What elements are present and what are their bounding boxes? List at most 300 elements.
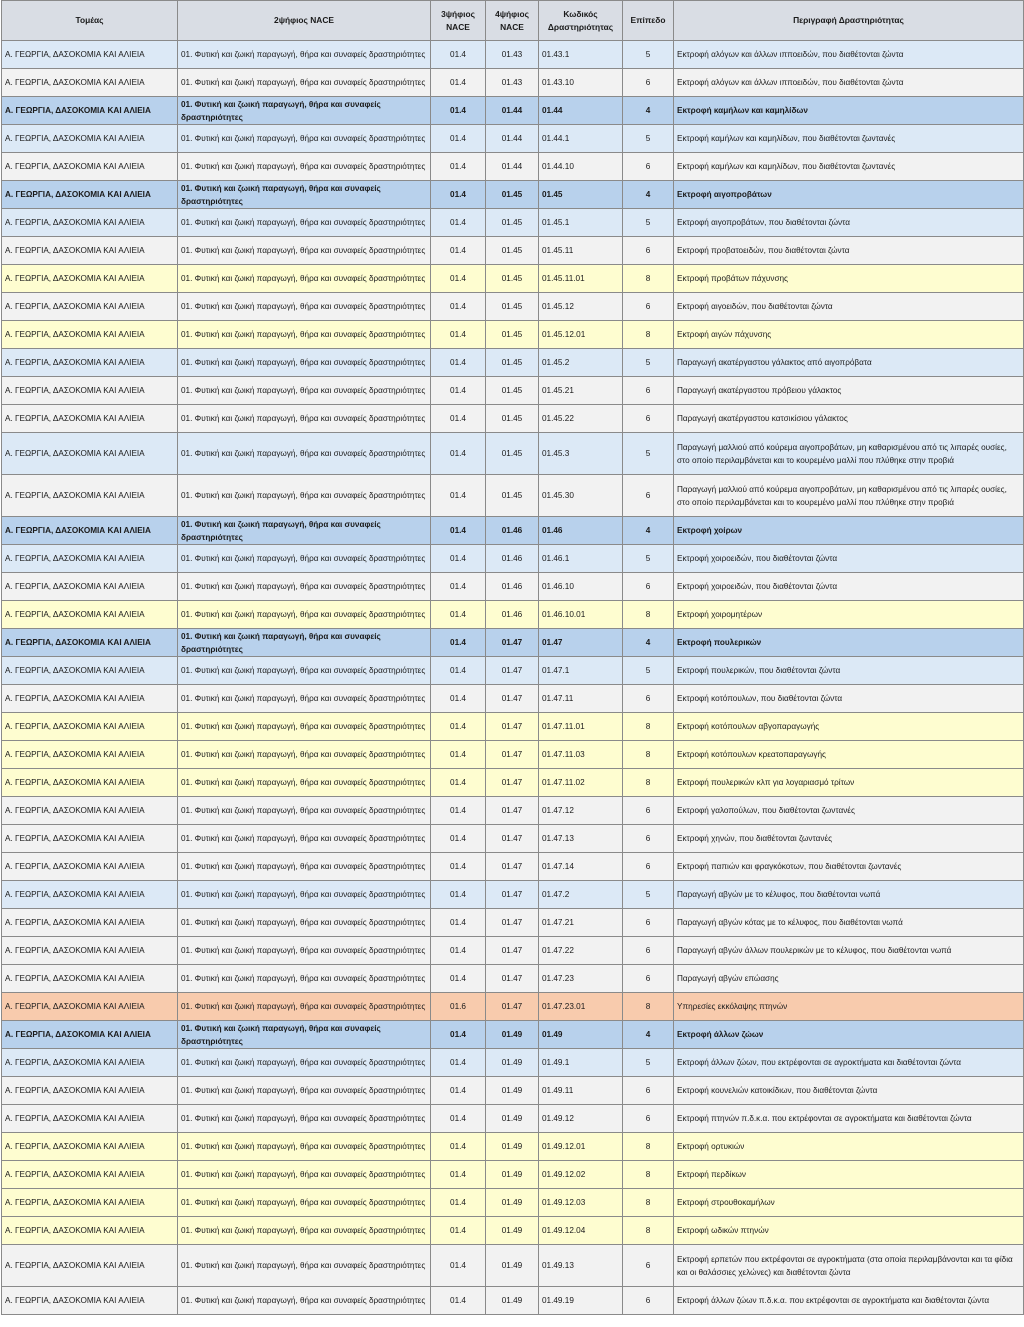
cell-description[interactable]: Εκτροφή καμήλων και καμηλίδων [674, 97, 1024, 125]
cell-nace4[interactable]: 01.46 [486, 517, 539, 545]
cell-level[interactable]: 6 [623, 1287, 674, 1315]
cell-sector[interactable]: Α. ΓΕΩΡΓΙΑ, ΔΑΣΟΚΟΜΙΑ ΚΑΙ ΑΛΙΕΙΑ [2, 41, 178, 69]
cell-nace4[interactable]: 01.44 [486, 125, 539, 153]
cell-nace3[interactable]: 01.4 [431, 601, 486, 629]
cell-nace2[interactable]: 01. Φυτική και ζωική παραγωγή, θήρα και συναφείς δραστηριότητες [178, 993, 431, 1021]
cell-nace4[interactable]: 01.45 [486, 349, 539, 377]
cell-nace2[interactable]: 01. Φυτική και ζωική παραγωγή, θήρα και συναφείς δραστηριότητες [178, 741, 431, 769]
cell-activity-code[interactable]: 01.44.1 [539, 125, 623, 153]
cell-sector[interactable]: Α. ΓΕΩΡΓΙΑ, ΔΑΣΟΚΟΜΙΑ ΚΑΙ ΑΛΙΕΙΑ [2, 181, 178, 209]
cell-sector[interactable]: Α. ΓΕΩΡΓΙΑ, ΔΑΣΟΚΟΜΙΑ ΚΑΙ ΑΛΙΕΙΑ [2, 433, 178, 475]
cell-level[interactable]: 4 [623, 1021, 674, 1049]
cell-nace4[interactable]: 01.49 [486, 1245, 539, 1287]
cell-nace2[interactable]: 01. Φυτική και ζωική παραγωγή, θήρα και συναφείς δραστηριότητες [178, 1021, 431, 1049]
cell-nace3[interactable]: 01.4 [431, 881, 486, 909]
cell-description[interactable]: Υπηρεσίες εκκόλαψης πτηνών [674, 993, 1024, 1021]
cell-level[interactable]: 6 [623, 1245, 674, 1287]
cell-nace2[interactable]: 01. Φυτική και ζωική παραγωγή, θήρα και συναφείς δραστηριότητες [178, 797, 431, 825]
cell-description[interactable]: Εκτροφή αλόγων και άλλων ιπποειδών, που διαθέτονται ζώντα [674, 69, 1024, 97]
cell-level[interactable]: 8 [623, 601, 674, 629]
cell-sector[interactable]: Α. ΓΕΩΡΓΙΑ, ΔΑΣΟΚΟΜΙΑ ΚΑΙ ΑΛΙΕΙΑ [2, 1245, 178, 1287]
header-level[interactable]: Επίπεδο [623, 1, 674, 41]
cell-sector[interactable]: Α. ΓΕΩΡΓΙΑ, ΔΑΣΟΚΟΜΙΑ ΚΑΙ ΑΛΙΕΙΑ [2, 797, 178, 825]
cell-description[interactable]: Εκτροφή πουλερικών κλπ για λογαριασμό τρίτων [674, 769, 1024, 797]
cell-nace4[interactable]: 01.49 [486, 1049, 539, 1077]
cell-description[interactable]: Παραγωγή αβγών κότας με το κέλυφος, που διαθέτονται νωπά [674, 909, 1024, 937]
cell-level[interactable]: 8 [623, 713, 674, 741]
cell-level[interactable]: 4 [623, 517, 674, 545]
cell-level[interactable]: 8 [623, 741, 674, 769]
cell-level[interactable]: 4 [623, 181, 674, 209]
cell-nace3[interactable]: 01.4 [431, 321, 486, 349]
cell-level[interactable]: 6 [623, 685, 674, 713]
cell-nace3[interactable]: 01.4 [431, 405, 486, 433]
cell-nace4[interactable]: 01.49 [486, 1105, 539, 1133]
cell-nace3[interactable]: 01.4 [431, 1287, 486, 1315]
cell-sector[interactable]: Α. ΓΕΩΡΓΙΑ, ΔΑΣΟΚΟΜΙΑ ΚΑΙ ΑΛΙΕΙΑ [2, 1161, 178, 1189]
cell-sector[interactable]: Α. ΓΕΩΡΓΙΑ, ΔΑΣΟΚΟΜΙΑ ΚΑΙ ΑΛΙΕΙΑ [2, 321, 178, 349]
cell-nace4[interactable]: 01.47 [486, 797, 539, 825]
cell-nace2[interactable]: 01. Φυτική και ζωική παραγωγή, θήρα και συναφείς δραστηριότητες [178, 125, 431, 153]
cell-description[interactable]: Εκτροφή ερπετών που εκτρέφονται σε αγροκτήματα (στα οποία περιλαμβάνονται και τα φίδια και οι θαλάσσιες χελώνες) και διαθέτονται ζώντα [674, 1245, 1024, 1287]
cell-nace2[interactable]: 01. Φυτική και ζωική παραγωγή, θήρα και συναφείς δραστηριότητες [178, 433, 431, 475]
cell-activity-code[interactable]: 01.45.22 [539, 405, 623, 433]
cell-description[interactable]: Εκτροφή ωδικών πτηνών [674, 1217, 1024, 1245]
cell-activity-code[interactable]: 01.46 [539, 517, 623, 545]
cell-nace3[interactable]: 01.4 [431, 125, 486, 153]
cell-nace3[interactable]: 01.4 [431, 209, 486, 237]
cell-nace3[interactable]: 01.4 [431, 293, 486, 321]
cell-level[interactable]: 6 [623, 405, 674, 433]
cell-nace2[interactable]: 01. Φυτική και ζωική παραγωγή, θήρα και συναφείς δραστηριότητες [178, 853, 431, 881]
cell-sector[interactable]: Α. ΓΕΩΡΓΙΑ, ΔΑΣΟΚΟΜΙΑ ΚΑΙ ΑΛΙΕΙΑ [2, 853, 178, 881]
cell-nace2[interactable]: 01. Φυτική και ζωική παραγωγή, θήρα και συναφείς δραστηριότητες [178, 769, 431, 797]
cell-sector[interactable]: Α. ΓΕΩΡΓΙΑ, ΔΑΣΟΚΟΜΙΑ ΚΑΙ ΑΛΙΕΙΑ [2, 153, 178, 181]
cell-description[interactable]: Εκτροφή περδίκων [674, 1161, 1024, 1189]
cell-description[interactable]: Εκτροφή κοτόπουλων, που διαθέτονται ζώντα [674, 685, 1024, 713]
cell-nace3[interactable]: 01.4 [431, 237, 486, 265]
cell-sector[interactable]: Α. ΓΕΩΡΓΙΑ, ΔΑΣΟΚΟΜΙΑ ΚΑΙ ΑΛΙΕΙΑ [2, 69, 178, 97]
cell-nace2[interactable]: 01. Φυτική και ζωική παραγωγή, θήρα και συναφείς δραστηριότητες [178, 825, 431, 853]
cell-sector[interactable]: Α. ΓΕΩΡΓΙΑ, ΔΑΣΟΚΟΜΙΑ ΚΑΙ ΑΛΙΕΙΑ [2, 1105, 178, 1133]
cell-activity-code[interactable]: 01.49.12.03 [539, 1189, 623, 1217]
cell-nace4[interactable]: 01.49 [486, 1189, 539, 1217]
cell-nace4[interactable]: 01.45 [486, 433, 539, 475]
cell-level[interactable]: 8 [623, 1161, 674, 1189]
cell-nace2[interactable]: 01. Φυτική και ζωική παραγωγή, θήρα και συναφείς δραστηριότητες [178, 1245, 431, 1287]
cell-nace2[interactable]: 01. Φυτική και ζωική παραγωγή, θήρα και συναφείς δραστηριότητες [178, 545, 431, 573]
cell-nace2[interactable]: 01. Φυτική και ζωική παραγωγή, θήρα και συναφείς δραστηριότητες [178, 97, 431, 125]
cell-nace4[interactable]: 01.47 [486, 685, 539, 713]
cell-level[interactable]: 6 [623, 937, 674, 965]
cell-activity-code[interactable]: 01.47.23.01 [539, 993, 623, 1021]
cell-activity-code[interactable]: 01.47.12 [539, 797, 623, 825]
cell-nace2[interactable]: 01. Φυτική και ζωική παραγωγή, θήρα και συναφείς δραστηριότητες [178, 1077, 431, 1105]
cell-nace4[interactable]: 01.47 [486, 909, 539, 937]
cell-nace2[interactable]: 01. Φυτική και ζωική παραγωγή, θήρα και συναφείς δραστηριότητες [178, 1105, 431, 1133]
cell-nace3[interactable]: 01.4 [431, 965, 486, 993]
header-description[interactable]: Περιγραφή Δραστηριότητας [674, 1, 1024, 41]
cell-nace3[interactable]: 01.4 [431, 41, 486, 69]
cell-nace4[interactable]: 01.49 [486, 1287, 539, 1315]
cell-sector[interactable]: Α. ΓΕΩΡΓΙΑ, ΔΑΣΟΚΟΜΙΑ ΚΑΙ ΑΛΙΕΙΑ [2, 825, 178, 853]
cell-nace2[interactable]: 01. Φυτική και ζωική παραγωγή, θήρα και συναφείς δραστηριότητες [178, 1287, 431, 1315]
cell-nace4[interactable]: 01.45 [486, 321, 539, 349]
cell-description[interactable]: Εκτροφή χοιροειδών, που διαθέτονται ζώντα [674, 573, 1024, 601]
cell-level[interactable]: 8 [623, 769, 674, 797]
cell-sector[interactable]: Α. ΓΕΩΡΓΙΑ, ΔΑΣΟΚΟΜΙΑ ΚΑΙ ΑΛΙΕΙΑ [2, 965, 178, 993]
cell-sector[interactable]: Α. ΓΕΩΡΓΙΑ, ΔΑΣΟΚΟΜΙΑ ΚΑΙ ΑΛΙΕΙΑ [2, 237, 178, 265]
cell-nace2[interactable]: 01. Φυτική και ζωική παραγωγή, θήρα και συναφείς δραστηριότητες [178, 573, 431, 601]
cell-nace2[interactable]: 01. Φυτική και ζωική παραγωγή, θήρα και συναφείς δραστηριότητες [178, 209, 431, 237]
cell-nace4[interactable]: 01.43 [486, 41, 539, 69]
cell-description[interactable]: Εκτροφή στρουθοκαμήλων [674, 1189, 1024, 1217]
cell-sector[interactable]: Α. ΓΕΩΡΓΙΑ, ΔΑΣΟΚΟΜΙΑ ΚΑΙ ΑΛΙΕΙΑ [2, 881, 178, 909]
cell-description[interactable]: Εκτροφή παπιών και φραγκόκοτων, που διαθέτονται ζωντανές [674, 853, 1024, 881]
cell-activity-code[interactable]: 01.45 [539, 181, 623, 209]
cell-nace3[interactable]: 01.4 [431, 181, 486, 209]
cell-sector[interactable]: Α. ΓΕΩΡΓΙΑ, ΔΑΣΟΚΟΜΙΑ ΚΑΙ ΑΛΙΕΙΑ [2, 993, 178, 1021]
cell-description[interactable]: Παραγωγή αβγών επώασης [674, 965, 1024, 993]
cell-activity-code[interactable]: 01.47.1 [539, 657, 623, 685]
cell-nace2[interactable]: 01. Φυτική και ζωική παραγωγή, θήρα και συναφείς δραστηριότητες [178, 937, 431, 965]
cell-nace3[interactable]: 01.4 [431, 937, 486, 965]
cell-level[interactable]: 6 [623, 797, 674, 825]
cell-nace3[interactable]: 01.4 [431, 433, 486, 475]
cell-description[interactable]: Παραγωγή μαλλιού από κούρεμα αιγοπροβάτων, μη καθαρισμένου από τις λιπαρές ουσίες, στο οποίο περιλαμβάνεται και το κουρεμένο μαλλί που πλύθηκε στην προβιά [674, 433, 1024, 475]
cell-nace4[interactable]: 01.47 [486, 993, 539, 1021]
cell-description[interactable]: Παραγωγή ακατέργαστου γάλακτος από αιγοπρόβατα [674, 349, 1024, 377]
cell-level[interactable]: 6 [623, 573, 674, 601]
cell-level[interactable]: 6 [623, 475, 674, 517]
cell-sector[interactable]: Α. ΓΕΩΡΓΙΑ, ΔΑΣΟΚΟΜΙΑ ΚΑΙ ΑΛΙΕΙΑ [2, 97, 178, 125]
cell-level[interactable]: 6 [623, 153, 674, 181]
cell-description[interactable]: Εκτροφή αιγοπροβάτων, που διαθέτονται ζώντα [674, 209, 1024, 237]
cell-sector[interactable]: Α. ΓΕΩΡΓΙΑ, ΔΑΣΟΚΟΜΙΑ ΚΑΙ ΑΛΙΕΙΑ [2, 1077, 178, 1105]
cell-nace2[interactable]: 01. Φυτική και ζωική παραγωγή, θήρα και συναφείς δραστηριότητες [178, 909, 431, 937]
cell-sector[interactable]: Α. ΓΕΩΡΓΙΑ, ΔΑΣΟΚΟΜΙΑ ΚΑΙ ΑΛΙΕΙΑ [2, 1287, 178, 1315]
cell-description[interactable]: Εκτροφή πτηνών π.δ.κ.α. που εκτρέφονται σε αγροκτήματα και διαθέτονται ζώντα [674, 1105, 1024, 1133]
cell-level[interactable]: 5 [623, 545, 674, 573]
cell-nace3[interactable]: 01.4 [431, 1133, 486, 1161]
cell-level[interactable]: 6 [623, 377, 674, 405]
cell-level[interactable]: 6 [623, 1077, 674, 1105]
cell-sector[interactable]: Α. ΓΕΩΡΓΙΑ, ΔΑΣΟΚΟΜΙΑ ΚΑΙ ΑΛΙΕΙΑ [2, 293, 178, 321]
cell-nace3[interactable]: 01.4 [431, 769, 486, 797]
cell-activity-code[interactable]: 01.49.19 [539, 1287, 623, 1315]
cell-description[interactable]: Εκτροφή άλλων ζώων π.δ.κ.α. που εκτρέφονται σε αγροκτήματα και διαθέτονται ζώντα [674, 1287, 1024, 1315]
cell-level[interactable]: 8 [623, 1217, 674, 1245]
cell-nace4[interactable]: 01.47 [486, 657, 539, 685]
cell-nace3[interactable]: 01.4 [431, 1077, 486, 1105]
cell-nace2[interactable]: 01. Φυτική και ζωική παραγωγή, θήρα και συναφείς δραστηριότητες [178, 713, 431, 741]
cell-activity-code[interactable]: 01.49.11 [539, 1077, 623, 1105]
cell-sector[interactable]: Α. ΓΕΩΡΓΙΑ, ΔΑΣΟΚΟΜΙΑ ΚΑΙ ΑΛΙΕΙΑ [2, 573, 178, 601]
cell-nace4[interactable]: 01.43 [486, 69, 539, 97]
cell-activity-code[interactable]: 01.47.11 [539, 685, 623, 713]
cell-nace3[interactable]: 01.4 [431, 517, 486, 545]
cell-activity-code[interactable]: 01.45.1 [539, 209, 623, 237]
cell-activity-code[interactable]: 01.49.12.02 [539, 1161, 623, 1189]
cell-nace4[interactable]: 01.47 [486, 853, 539, 881]
cell-nace3[interactable]: 01.4 [431, 1049, 486, 1077]
cell-activity-code[interactable]: 01.47.11.03 [539, 741, 623, 769]
cell-activity-code[interactable]: 01.49.12.01 [539, 1133, 623, 1161]
cell-activity-code[interactable]: 01.47.2 [539, 881, 623, 909]
cell-nace4[interactable]: 01.44 [486, 97, 539, 125]
cell-sector[interactable]: Α. ΓΕΩΡΓΙΑ, ΔΑΣΟΚΟΜΙΑ ΚΑΙ ΑΛΙΕΙΑ [2, 265, 178, 293]
cell-level[interactable]: 8 [623, 265, 674, 293]
cell-level[interactable]: 8 [623, 321, 674, 349]
cell-activity-code[interactable]: 01.47.11.01 [539, 713, 623, 741]
cell-nace4[interactable]: 01.47 [486, 769, 539, 797]
cell-activity-code[interactable]: 01.43.1 [539, 41, 623, 69]
header-nace2[interactable]: 2ψήφιος NACE [178, 1, 431, 41]
cell-description[interactable]: Εκτροφή καμήλων και καμηλίδων, που διαθέτονται ζωντανές [674, 125, 1024, 153]
cell-nace4[interactable]: 01.47 [486, 881, 539, 909]
cell-nace3[interactable]: 01.4 [431, 741, 486, 769]
cell-description[interactable]: Εκτροφή χοιροειδών, που διαθέτονται ζώντα [674, 545, 1024, 573]
cell-sector[interactable]: Α. ΓΕΩΡΓΙΑ, ΔΑΣΟΚΟΜΙΑ ΚΑΙ ΑΛΙΕΙΑ [2, 1217, 178, 1245]
cell-description[interactable]: Εκτροφή αλόγων και άλλων ιπποειδών, που διαθέτονται ζώντα [674, 41, 1024, 69]
cell-nace3[interactable]: 01.4 [431, 1245, 486, 1287]
cell-nace2[interactable]: 01. Φυτική και ζωική παραγωγή, θήρα και συναφείς δραστηριότητες [178, 629, 431, 657]
cell-sector[interactable]: Α. ΓΕΩΡΓΙΑ, ΔΑΣΟΚΟΜΙΑ ΚΑΙ ΑΛΙΕΙΑ [2, 937, 178, 965]
cell-activity-code[interactable]: 01.47.21 [539, 909, 623, 937]
cell-description[interactable]: Εκτροφή αιγοπροβάτων [674, 181, 1024, 209]
header-nace4[interactable]: 4ψήφιος NACE [486, 1, 539, 41]
cell-nace2[interactable]: 01. Φυτική και ζωική παραγωγή, θήρα και συναφείς δραστηριότητες [178, 881, 431, 909]
cell-level[interactable]: 6 [623, 293, 674, 321]
cell-description[interactable]: Εκτροφή άλλων ζώων, που εκτρέφονται σε αγροκτήματα και διαθέτονται ζώντα [674, 1049, 1024, 1077]
cell-nace3[interactable]: 01.4 [431, 685, 486, 713]
cell-nace4[interactable]: 01.47 [486, 629, 539, 657]
cell-nace2[interactable]: 01. Φυτική και ζωική παραγωγή, θήρα και συναφείς δραστηριότητες [178, 69, 431, 97]
cell-level[interactable]: 5 [623, 1049, 674, 1077]
cell-description[interactable]: Εκτροφή άλλων ζώων [674, 1021, 1024, 1049]
cell-sector[interactable]: Α. ΓΕΩΡΓΙΑ, ΔΑΣΟΚΟΜΙΑ ΚΑΙ ΑΛΙΕΙΑ [2, 629, 178, 657]
cell-sector[interactable]: Α. ΓΕΩΡΓΙΑ, ΔΑΣΟΚΟΜΙΑ ΚΑΙ ΑΛΙΕΙΑ [2, 909, 178, 937]
cell-nace4[interactable]: 01.47 [486, 713, 539, 741]
cell-description[interactable]: Παραγωγή ακατέργαστου κατσικίσιου γάλακτος [674, 405, 1024, 433]
cell-level[interactable]: 5 [623, 657, 674, 685]
cell-description[interactable]: Παραγωγή αβγών με το κέλυφος, που διαθέτονται νωπά [674, 881, 1024, 909]
cell-activity-code[interactable]: 01.46.10 [539, 573, 623, 601]
cell-nace4[interactable]: 01.49 [486, 1133, 539, 1161]
cell-nace2[interactable]: 01. Φυτική και ζωική παραγωγή, θήρα και συναφείς δραστηριότητες [178, 377, 431, 405]
cell-nace2[interactable]: 01. Φυτική και ζωική παραγωγή, θήρα και συναφείς δραστηριότητες [178, 1049, 431, 1077]
cell-activity-code[interactable]: 01.49.12 [539, 1105, 623, 1133]
cell-sector[interactable]: Α. ΓΕΩΡΓΙΑ, ΔΑΣΟΚΟΜΙΑ ΚΑΙ ΑΛΙΕΙΑ [2, 685, 178, 713]
cell-nace3[interactable]: 01.4 [431, 629, 486, 657]
cell-nace2[interactable]: 01. Φυτική και ζωική παραγωγή, θήρα και συναφείς δραστηριότητες [178, 685, 431, 713]
cell-nace3[interactable]: 01.4 [431, 797, 486, 825]
cell-description[interactable]: Εκτροφή χηνών, που διαθέτονται ζωντανές [674, 825, 1024, 853]
cell-nace3[interactable]: 01.6 [431, 993, 486, 1021]
cell-description[interactable]: Εκτροφή προβάτων πάχυνσης [674, 265, 1024, 293]
cell-sector[interactable]: Α. ΓΕΩΡΓΙΑ, ΔΑΣΟΚΟΜΙΑ ΚΑΙ ΑΛΙΕΙΑ [2, 657, 178, 685]
cell-nace2[interactable]: 01. Φυτική και ζωική παραγωγή, θήρα και συναφείς δραστηριότητες [178, 181, 431, 209]
cell-nace3[interactable]: 01.4 [431, 69, 486, 97]
cell-sector[interactable]: Α. ΓΕΩΡΓΙΑ, ΔΑΣΟΚΟΜΙΑ ΚΑΙ ΑΛΙΕΙΑ [2, 517, 178, 545]
cell-level[interactable]: 5 [623, 125, 674, 153]
cell-nace2[interactable]: 01. Φυτική και ζωική παραγωγή, θήρα και συναφείς δραστηριότητες [178, 965, 431, 993]
cell-nace3[interactable]: 01.4 [431, 349, 486, 377]
cell-description[interactable]: Εκτροφή κοτόπουλων κρεατοπαραγωγής [674, 741, 1024, 769]
cell-nace2[interactable]: 01. Φυτική και ζωική παραγωγή, θήρα και συναφείς δραστηριότητες [178, 1161, 431, 1189]
cell-description[interactable]: Εκτροφή πουλερικών, που διαθέτονται ζώντα [674, 657, 1024, 685]
cell-description[interactable]: Εκτροφή κουνελιών κατοικίδιων, που διαθέτονται ζώντα [674, 1077, 1024, 1105]
cell-nace3[interactable]: 01.4 [431, 713, 486, 741]
header-sector[interactable]: Τομέας [2, 1, 178, 41]
cell-nace3[interactable]: 01.4 [431, 1021, 486, 1049]
cell-nace3[interactable]: 01.4 [431, 657, 486, 685]
cell-nace3[interactable]: 01.4 [431, 545, 486, 573]
cell-nace2[interactable]: 01. Φυτική και ζωική παραγωγή, θήρα και συναφείς δραστηριότητες [178, 321, 431, 349]
cell-nace4[interactable]: 01.45 [486, 377, 539, 405]
cell-description[interactable]: Εκτροφή καμήλων και καμηλίδων, που διαθέτονται ζωντανές [674, 153, 1024, 181]
cell-level[interactable]: 4 [623, 629, 674, 657]
cell-nace2[interactable]: 01. Φυτική και ζωική παραγωγή, θήρα και συναφείς δραστηριότητες [178, 1133, 431, 1161]
cell-nace3[interactable]: 01.4 [431, 97, 486, 125]
cell-level[interactable]: 5 [623, 209, 674, 237]
cell-sector[interactable]: Α. ΓΕΩΡΓΙΑ, ΔΑΣΟΚΟΜΙΑ ΚΑΙ ΑΛΙΕΙΑ [2, 769, 178, 797]
cell-nace3[interactable]: 01.4 [431, 853, 486, 881]
cell-nace2[interactable]: 01. Φυτική και ζωική παραγωγή, θήρα και συναφείς δραστηριότητες [178, 405, 431, 433]
cell-level[interactable]: 4 [623, 97, 674, 125]
cell-description[interactable]: Εκτροφή χοίρων [674, 517, 1024, 545]
cell-activity-code[interactable]: 01.49.1 [539, 1049, 623, 1077]
cell-nace3[interactable]: 01.4 [431, 475, 486, 517]
cell-nace2[interactable]: 01. Φυτική και ζωική παραγωγή, θήρα και συναφείς δραστηριότητες [178, 265, 431, 293]
cell-sector[interactable]: Α. ΓΕΩΡΓΙΑ, ΔΑΣΟΚΟΜΙΑ ΚΑΙ ΑΛΙΕΙΑ [2, 713, 178, 741]
cell-nace2[interactable]: 01. Φυτική και ζωική παραγωγή, θήρα και συναφείς δραστηριότητες [178, 601, 431, 629]
cell-level[interactable]: 6 [623, 853, 674, 881]
cell-description[interactable]: Εκτροφή πουλερικών [674, 629, 1024, 657]
cell-sector[interactable]: Α. ΓΕΩΡΓΙΑ, ΔΑΣΟΚΟΜΙΑ ΚΑΙ ΑΛΙΕΙΑ [2, 209, 178, 237]
cell-activity-code[interactable]: 01.45.11.01 [539, 265, 623, 293]
cell-activity-code[interactable]: 01.45.30 [539, 475, 623, 517]
cell-activity-code[interactable]: 01.49.12.04 [539, 1217, 623, 1245]
cell-nace4[interactable]: 01.45 [486, 181, 539, 209]
cell-nace2[interactable]: 01. Φυτική και ζωική παραγωγή, θήρα και συναφείς δραστηριότητες [178, 517, 431, 545]
cell-nace4[interactable]: 01.44 [486, 153, 539, 181]
cell-nace2[interactable]: 01. Φυτική και ζωική παραγωγή, θήρα και συναφείς δραστηριότητες [178, 293, 431, 321]
cell-level[interactable]: 6 [623, 69, 674, 97]
cell-activity-code[interactable]: 01.47 [539, 629, 623, 657]
cell-nace2[interactable]: 01. Φυτική και ζωική παραγωγή, θήρα και συναφείς δραστηριότητες [178, 237, 431, 265]
cell-level[interactable]: 5 [623, 349, 674, 377]
cell-activity-code[interactable]: 01.46.10.01 [539, 601, 623, 629]
cell-nace4[interactable]: 01.47 [486, 741, 539, 769]
cell-nace3[interactable]: 01.4 [431, 825, 486, 853]
cell-activity-code[interactable]: 01.45.3 [539, 433, 623, 475]
cell-activity-code[interactable]: 01.47.14 [539, 853, 623, 881]
cell-level[interactable]: 6 [623, 1105, 674, 1133]
cell-level[interactable]: 8 [623, 1133, 674, 1161]
cell-sector[interactable]: Α. ΓΕΩΡΓΙΑ, ΔΑΣΟΚΟΜΙΑ ΚΑΙ ΑΛΙΕΙΑ [2, 1133, 178, 1161]
cell-activity-code[interactable]: 01.45.12 [539, 293, 623, 321]
cell-sector[interactable]: Α. ΓΕΩΡΓΙΑ, ΔΑΣΟΚΟΜΙΑ ΚΑΙ ΑΛΙΕΙΑ [2, 1021, 178, 1049]
cell-nace3[interactable]: 01.4 [431, 377, 486, 405]
cell-nace2[interactable]: 01. Φυτική και ζωική παραγωγή, θήρα και συναφείς δραστηριότητες [178, 475, 431, 517]
cell-nace4[interactable]: 01.47 [486, 825, 539, 853]
cell-nace4[interactable]: 01.45 [486, 265, 539, 293]
cell-description[interactable]: Εκτροφή χοιρομητέρων [674, 601, 1024, 629]
cell-description[interactable]: Εκτροφή προβατοειδών, που διαθέτονται ζώντα [674, 237, 1024, 265]
cell-sector[interactable]: Α. ΓΕΩΡΓΙΑ, ΔΑΣΟΚΟΜΙΑ ΚΑΙ ΑΛΙΕΙΑ [2, 545, 178, 573]
cell-nace2[interactable]: 01. Φυτική και ζωική παραγωγή, θήρα και συναφείς δραστηριότητες [178, 41, 431, 69]
cell-nace3[interactable]: 01.4 [431, 909, 486, 937]
cell-nace4[interactable]: 01.45 [486, 475, 539, 517]
cell-sector[interactable]: Α. ΓΕΩΡΓΙΑ, ΔΑΣΟΚΟΜΙΑ ΚΑΙ ΑΛΙΕΙΑ [2, 349, 178, 377]
cell-nace4[interactable]: 01.45 [486, 237, 539, 265]
cell-activity-code[interactable]: 01.47.13 [539, 825, 623, 853]
cell-sector[interactable]: Α. ΓΕΩΡΓΙΑ, ΔΑΣΟΚΟΜΙΑ ΚΑΙ ΑΛΙΕΙΑ [2, 405, 178, 433]
cell-description[interactable]: Εκτροφή ορτυκιών [674, 1133, 1024, 1161]
cell-activity-code[interactable]: 01.47.22 [539, 937, 623, 965]
cell-activity-code[interactable]: 01.45.2 [539, 349, 623, 377]
cell-nace4[interactable]: 01.45 [486, 405, 539, 433]
cell-activity-code[interactable]: 01.46.1 [539, 545, 623, 573]
cell-description[interactable]: Παραγωγή ακατέργαστου πρόβειου γάλακτος [674, 377, 1024, 405]
cell-activity-code[interactable]: 01.49.13 [539, 1245, 623, 1287]
cell-nace4[interactable]: 01.45 [486, 209, 539, 237]
cell-activity-code[interactable]: 01.49 [539, 1021, 623, 1049]
cell-nace4[interactable]: 01.49 [486, 1021, 539, 1049]
cell-nace2[interactable]: 01. Φυτική και ζωική παραγωγή, θήρα και συναφείς δραστηριότητες [178, 657, 431, 685]
cell-nace3[interactable]: 01.4 [431, 1217, 486, 1245]
cell-level[interactable]: 6 [623, 909, 674, 937]
cell-sector[interactable]: Α. ΓΕΩΡΓΙΑ, ΔΑΣΟΚΟΜΙΑ ΚΑΙ ΑΛΙΕΙΑ [2, 475, 178, 517]
cell-nace2[interactable]: 01. Φυτική και ζωική παραγωγή, θήρα και συναφείς δραστηριότητες [178, 1189, 431, 1217]
cell-activity-code[interactable]: 01.45.11 [539, 237, 623, 265]
cell-level[interactable]: 5 [623, 881, 674, 909]
cell-nace4[interactable]: 01.46 [486, 601, 539, 629]
cell-nace4[interactable]: 01.49 [486, 1161, 539, 1189]
cell-sector[interactable]: Α. ΓΕΩΡΓΙΑ, ΔΑΣΟΚΟΜΙΑ ΚΑΙ ΑΛΙΕΙΑ [2, 1189, 178, 1217]
cell-nace4[interactable]: 01.47 [486, 965, 539, 993]
cell-level[interactable]: 5 [623, 41, 674, 69]
cell-activity-code[interactable]: 01.44 [539, 97, 623, 125]
cell-activity-code[interactable]: 01.47.23 [539, 965, 623, 993]
cell-description[interactable]: Εκτροφή αιγών πάχυνσης [674, 321, 1024, 349]
cell-sector[interactable]: Α. ΓΕΩΡΓΙΑ, ΔΑΣΟΚΟΜΙΑ ΚΑΙ ΑΛΙΕΙΑ [2, 601, 178, 629]
cell-sector[interactable]: Α. ΓΕΩΡΓΙΑ, ΔΑΣΟΚΟΜΙΑ ΚΑΙ ΑΛΙΕΙΑ [2, 125, 178, 153]
cell-nace3[interactable]: 01.4 [431, 153, 486, 181]
cell-nace2[interactable]: 01. Φυτική και ζωική παραγωγή, θήρα και συναφείς δραστηριότητες [178, 1217, 431, 1245]
cell-activity-code[interactable]: 01.45.12.01 [539, 321, 623, 349]
cell-activity-code[interactable]: 01.43.10 [539, 69, 623, 97]
cell-sector[interactable]: Α. ΓΕΩΡΓΙΑ, ΔΑΣΟΚΟΜΙΑ ΚΑΙ ΑΛΙΕΙΑ [2, 377, 178, 405]
cell-nace3[interactable]: 01.4 [431, 1105, 486, 1133]
cell-nace2[interactable]: 01. Φυτική και ζωική παραγωγή, θήρα και συναφείς δραστηριότητες [178, 153, 431, 181]
cell-nace4[interactable]: 01.46 [486, 573, 539, 601]
cell-level[interactable]: 6 [623, 965, 674, 993]
cell-activity-code[interactable]: 01.45.21 [539, 377, 623, 405]
cell-level[interactable]: 8 [623, 993, 674, 1021]
cell-nace4[interactable]: 01.49 [486, 1077, 539, 1105]
header-activity-code[interactable]: Κωδικός Δραστηριότητας [539, 1, 623, 41]
cell-description[interactable]: Εκτροφή γαλοπούλων, που διαθέτονται ζωντανές [674, 797, 1024, 825]
cell-nace3[interactable]: 01.4 [431, 1189, 486, 1217]
cell-level[interactable]: 5 [623, 433, 674, 475]
cell-nace3[interactable]: 01.4 [431, 573, 486, 601]
cell-sector[interactable]: Α. ΓΕΩΡΓΙΑ, ΔΑΣΟΚΟΜΙΑ ΚΑΙ ΑΛΙΕΙΑ [2, 741, 178, 769]
cell-nace3[interactable]: 01.4 [431, 265, 486, 293]
cell-description[interactable]: Παραγωγή αβγών άλλων πουλερικών με το κέλυφος, που διαθέτονται νωπά [674, 937, 1024, 965]
cell-nace4[interactable]: 01.46 [486, 545, 539, 573]
